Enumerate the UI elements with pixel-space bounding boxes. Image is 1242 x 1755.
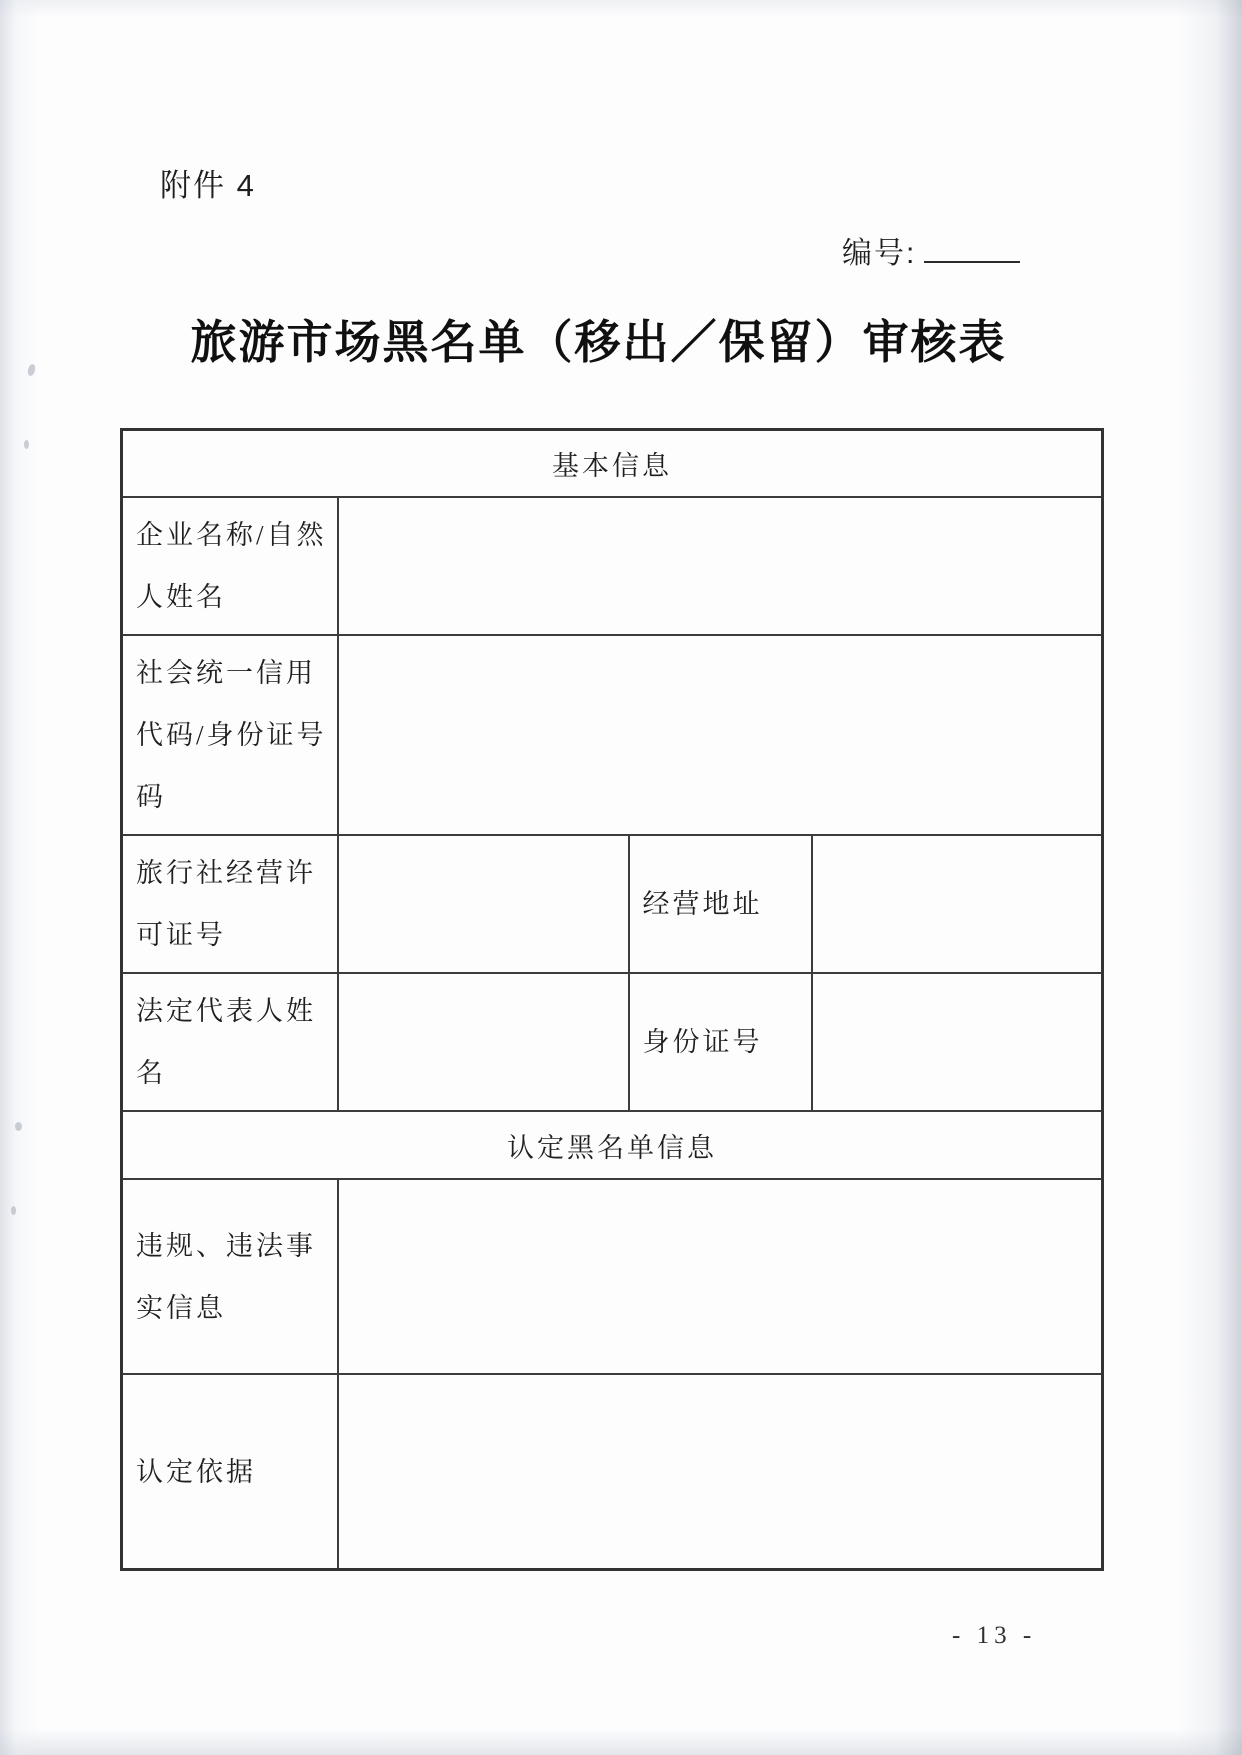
id-number-label: 身份证号	[629, 973, 812, 1111]
attachment-label: 附件 4	[160, 168, 256, 203]
business-address-value	[812, 835, 1103, 973]
section-row-blacklist-info	[122, 1111, 1103, 1179]
page-number: - 13 -	[952, 1622, 1037, 1649]
serial-number-blank	[924, 231, 1020, 263]
section-row-basic-info	[122, 430, 1103, 497]
license-no-label: 旅行社经营许可证号	[122, 835, 338, 973]
row-credit-code	[122, 635, 1103, 835]
company-name-value	[338, 497, 1103, 635]
serial-number-label: 编号:	[842, 237, 917, 270]
business-address-label: 经营地址	[629, 835, 812, 973]
scan-artifact	[15, 1122, 22, 1131]
id-number-value	[812, 973, 1103, 1111]
scan-artifact	[27, 363, 37, 376]
violation-facts-label: 违规、违法事实信息	[122, 1179, 338, 1374]
row-legal-rep-and-id	[122, 973, 1103, 1111]
serial-number-row	[842, 228, 1020, 272]
section-header-basic-info: 基本信息	[122, 430, 1103, 497]
page-title: 旅游市场黑名单（移出／保留）审核表	[190, 316, 1007, 368]
license-no-value	[338, 835, 629, 973]
credit-code-value	[338, 635, 1103, 835]
row-company-name	[122, 497, 1103, 635]
company-name-label: 企业名称/自然人姓名	[122, 497, 338, 635]
row-violation-facts	[122, 1179, 1103, 1374]
scan-artifact	[11, 1206, 16, 1215]
review-form-table	[120, 428, 1104, 1571]
row-license-and-address	[122, 835, 1103, 973]
legal-rep-name-label: 法定代表人姓名	[122, 973, 338, 1111]
legal-rep-name-value	[338, 973, 629, 1111]
credit-code-label: 社会统一信用代码/身份证号码	[122, 635, 338, 835]
violation-facts-value	[338, 1179, 1103, 1374]
section-header-blacklist-info: 认定黑名单信息	[122, 1111, 1103, 1179]
row-determination-basis	[122, 1374, 1103, 1569]
determination-basis-value	[338, 1374, 1103, 1569]
scan-artifact	[24, 440, 29, 449]
determination-basis-label: 认定依据	[122, 1374, 338, 1569]
